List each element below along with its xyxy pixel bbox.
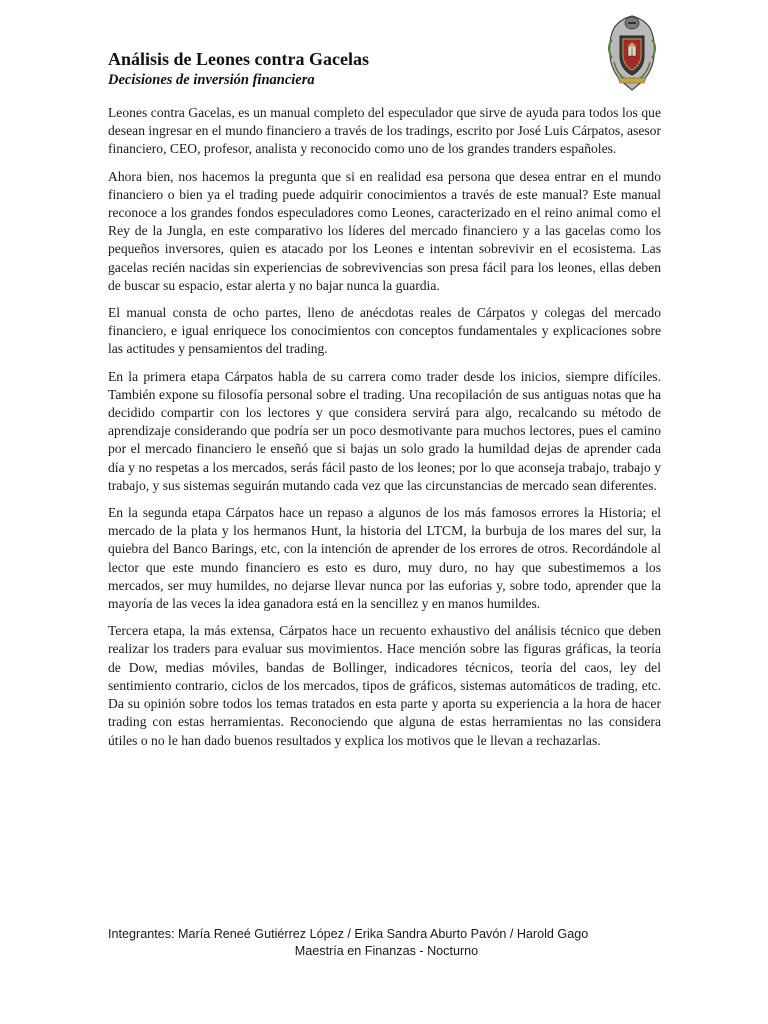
university-crest-icon <box>604 14 660 92</box>
footer-members: Integrantes: María Reneé Gutiérrez López / Erika Sandra Aburto Pavón / Harold Gago <box>108 927 589 941</box>
footer-program: Maestría en Finanzas - Nocturno <box>294 944 479 958</box>
paragraph: Leones contra Gacelas, es un manual completo del especulador que sirve de ayuda para todos los que desean ingresar en el mundo financiero a través de los tradings, escrito por José Luis Cárpatos, asesor financiero, CEO, profesor, analista y reconocido como uno de los grandes tranders españoles. <box>108 105 661 157</box>
paragraph: En la segunda etapa Cárpatos hace un repaso a algunos de los más famosos errores la Historia; el mercado de la plata y los hermanos Hunt, la historia del LTCM, la burbuja de los mares del sur, la quiebra del Banco Barings, etc, con la intención de aprender de los errores de otros. Recordándole al lector que este mundo financiero es esto es duro, muy duro, no hay que subestimemos a los mercados, ser muy humildes, no dejarse llevar nunca por las euforias y, sobre todo, aprender que la mayoría de las veces la idea ganadora está en la sencillez y en manos humildes. <box>108 505 661 612</box>
document-title: Análisis de Leones contra Gacelas <box>108 49 369 69</box>
paragraph: En la primera etapa Cárpatos habla de su carrera como trader desde los inicios, siempre difíciles. También expone su filosofía personal sobre el trading. Una recopilación de sus antiguas notas que ha decidido compartir con los lectores y que considera servirá para algo, recalcando su método de aprendizaje considerando que podría ser un poco desmotivante para muchos lectores, pues el camino por el mercado financiero le enseñó que si bajas un solo grado la humildad dejas de aprender cada día y no respetas a los mercados, serás fácil pasto de los leones; por lo que aconseja trabajo, trabajo y trabajo, y sus sistemas seguirán mutando cada vez que las circunstancias de mercado sean diferentes. <box>108 368 661 493</box>
paragraph: El manual consta de ocho partes, lleno de anécdotas reales de Cárpatos y colegas del mercado financiero, e igual enriquece los conocimientos con conceptos fundamentales y explicaciones sobre las actitudes y pensamientos del trading. <box>108 305 661 357</box>
paragraph: Ahora bien, nos hacemos la pregunta que si en realidad esa persona que desea entrar en el mundo financiero o bien ya el trading puede adquirir conocimientos a través de este manual? Este manual reconoce a los grandes fondos especuladores como Leones, caracterizado en el reino animal como el Rey de la Jungla, en este comparativo los líderes del mercado financiero y a las gacelas como los pequeños inversores, quien es atacado por los Leones e intentan sobrevivir en el ecosistema. Las gacelas recién nacidas sin experiencias de sobrevivencias son presa fácil para los leones, ellas deben de buscar su espacio, estar alerta y no bajar nunca la guardia. <box>108 168 661 293</box>
paragraph: Tercera etapa, la más extensa, Cárpatos hace un recuento exhaustivo del análisis técnico que deben realizar los traders para evaluar sus movimientos. Hace mención sobre las figuras gráficas, la teoría de Dow, medias móviles, bandas de Bollinger, indicadores técnicos, teoría del caos, ley del sentimiento contrario, ciclos de los mercados, tipos de gráficos, sistemas automáticos de trading, etc. Da su opinión sobre todos los temas tratados en esta parte y aporta su experiencia a la hora de hacer trading con estas herramientas. Reconociendo que alguna de estas herramientas no las considera útiles o no le han dado buenos resultados y explica los motivos que le llevan a rechazarlas. <box>108 623 661 748</box>
document-header <box>108 48 588 89</box>
body-text <box>108 104 661 759</box>
document-subtitle: Decisiones de inversión financiera <box>108 72 315 88</box>
document-footer <box>108 926 661 960</box>
